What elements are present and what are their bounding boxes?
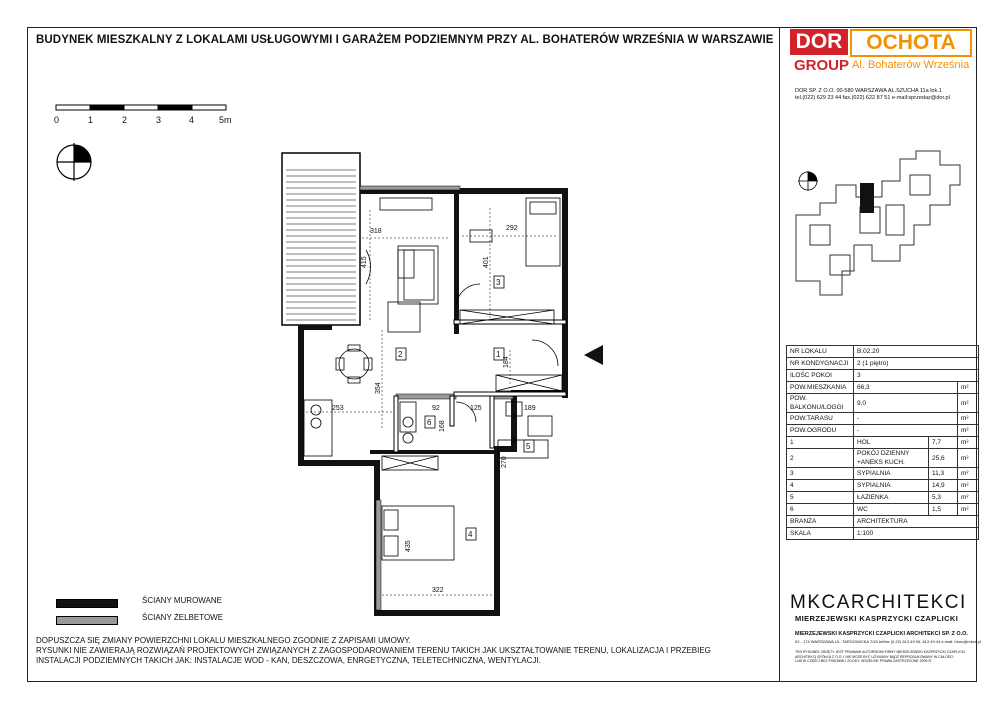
info-label: POW.MIESZKANIA xyxy=(787,382,854,394)
room-name: HOL xyxy=(854,437,929,449)
concrete-swatch xyxy=(56,616,118,625)
info-value: ARCHITEKTURA xyxy=(854,516,979,528)
info-label: SKALA xyxy=(787,528,854,540)
note-line: DOPUSZCZA SIĘ ZMIANY POWIERZCHNI LOKALU MIESZKALNEGO ZGODNIE Z ZAPISAMI UMOWY. xyxy=(36,636,411,645)
architect-logo: MKCARCHITEKCI xyxy=(790,592,967,613)
legend-concrete-label: ŚCIANY ŻELBETOWE xyxy=(142,613,224,622)
info-label: BRANŻA xyxy=(787,516,854,528)
room-no: 1 xyxy=(787,437,854,449)
info-label: NR LOKALU xyxy=(787,346,854,358)
company-contact xyxy=(795,88,950,102)
info-row xyxy=(787,413,979,425)
dimension-label: 354 xyxy=(375,382,382,394)
room-area: 14,9 xyxy=(929,480,958,492)
room-unit: m² xyxy=(958,437,979,449)
apartment-highlight xyxy=(860,183,874,213)
info-value: - xyxy=(854,425,958,437)
room-no: 3 xyxy=(787,468,854,480)
company-phone: tel.(022) 629 23 44 fax.(022) 622 87 51 e-mail:sprzedaz@dor.pl xyxy=(795,95,950,101)
room-unit: m² xyxy=(958,480,979,492)
architect-address: 02 - 174 WARSZAWA UL. TARGOWICKA 7/15 tel/fax (0-22) 613 49 06, 613 49 44 e-mail: biuro@mkca.pl xyxy=(795,639,982,644)
info-unit: m² xyxy=(958,425,979,437)
info-label: NR KONDYGNACJI xyxy=(787,358,854,370)
scale-bar xyxy=(55,104,240,112)
scale-label: 2 xyxy=(122,115,128,125)
legend-concrete xyxy=(56,613,356,627)
room-number-4: 4 xyxy=(468,530,473,539)
legend-masonry-label: ŚCIANY MUROWANE xyxy=(142,596,223,605)
legal-line: TEN RYSUNEK OBJĘTY JEST PRAWAMI AUTORSKIMI FIRMY MIERZEJEWSKI KASPRZYCKI CZAPLICKI xyxy=(795,650,965,654)
scale-label: 1 xyxy=(88,115,94,125)
info-value: 1:100 xyxy=(854,528,979,540)
info-row xyxy=(787,425,979,437)
logo-group: GROUP xyxy=(794,57,850,74)
room-no: 6 xyxy=(787,504,854,516)
scale-label: 3 xyxy=(156,115,162,125)
room-row xyxy=(787,449,979,468)
scale-label: 4 xyxy=(189,115,195,125)
room-name: ŁAZIENKA xyxy=(854,492,929,504)
dimension-label: 125 xyxy=(470,405,482,412)
info-row xyxy=(787,370,979,382)
key-plan xyxy=(790,145,970,305)
info-value: 66,3 xyxy=(854,382,958,394)
dimension-label: 435 xyxy=(405,540,412,552)
room-no: 4 xyxy=(787,480,854,492)
dimension-label: 253 xyxy=(332,405,344,412)
key-compass-icon xyxy=(798,171,818,191)
room-area: 1,5 xyxy=(929,504,958,516)
info-row xyxy=(787,528,979,540)
room-number-1: 1 xyxy=(496,350,501,359)
room-name: SYPIALNIA xyxy=(854,468,929,480)
architect-subtitle: MIERZEJEWSKI KASPRZYCKI CZAPLICKI xyxy=(795,614,959,623)
masonry-swatch xyxy=(56,599,118,608)
room-no: 5 xyxy=(787,492,854,504)
room-area: 5,3 xyxy=(929,492,958,504)
dimension-label: 292 xyxy=(506,225,518,232)
dimension-label: 401 xyxy=(483,256,490,268)
room-number-2: 2 xyxy=(398,350,403,359)
dimension-label: 184 xyxy=(503,356,510,368)
room-unit: m² xyxy=(958,492,979,504)
room-name: POKÓJ DZIENNY +ANEKS KUCH. xyxy=(854,449,929,468)
room-number-6: 6 xyxy=(427,418,432,427)
room-row xyxy=(787,492,979,504)
room-row xyxy=(787,437,979,449)
info-unit: m² xyxy=(958,382,979,394)
info-value: - xyxy=(854,413,958,425)
dimension-label: 415 xyxy=(361,256,368,268)
info-label: POW. BALKONU/LOGGI xyxy=(787,394,854,413)
dimension-label: 270 xyxy=(501,456,508,468)
info-row xyxy=(787,382,979,394)
company-address: DOR SP. Z O.O. 00-580 WARSZAWA AL.SZUCHA 11a lok.1 xyxy=(795,88,942,94)
room-number-3: 3 xyxy=(496,278,501,287)
balcony xyxy=(282,153,360,325)
logo-ochota: OCHOTA xyxy=(850,29,972,57)
floor-plan xyxy=(270,150,590,620)
room-name: WC xyxy=(854,504,929,516)
key-plan-outline xyxy=(796,151,960,295)
note-line: RYSUNKI NIE ZAWIERAJĄ ROZWIĄZAŃ PROJEKTOWYCH ZWIĄZANYCH Z ZAGOSPODAROWANIEM TERENU TAKICH JAK UKSZTAŁTOWANIE TERENU, LOKALIZACJA I PRZEBIEG xyxy=(36,646,711,655)
info-value: 2 (1 piętro) xyxy=(854,358,979,370)
room-no: 2 xyxy=(787,449,854,468)
room-area: 25,6 xyxy=(929,449,958,468)
architect-legal xyxy=(795,650,965,664)
developer-logo xyxy=(788,27,970,77)
info-unit: m² xyxy=(958,394,979,413)
room-unit: m² xyxy=(958,468,979,480)
info-label: ILOŚC POKOI xyxy=(787,370,854,382)
entrance-arrow-icon xyxy=(584,345,603,365)
info-unit: m² xyxy=(958,413,979,425)
info-value: 3 xyxy=(854,370,979,382)
room-name: SYPIALNIA xyxy=(854,480,929,492)
page-title: BUDYNEK MIESZKALNY Z LOKALAMI USŁUGOWYMI I GARAŻEM PODZIEMNYM PRZY AL. BOHATERÓW WRZEŚNIA W WARSZAWIE xyxy=(36,34,774,46)
legal-line: LUB W CZĘŚCI BEZ PISEMNEJ ZGODY. WSZELKIE PRAWA ZASTRZEŻONE 2009 R. xyxy=(795,659,932,663)
apartment-info-table xyxy=(786,345,979,540)
info-label: POW.TARASU xyxy=(787,413,854,425)
dimension-label: 168 xyxy=(439,420,446,432)
room-area: 11,3 xyxy=(929,468,958,480)
room-number-5: 5 xyxy=(526,442,531,451)
dimension-label: 322 xyxy=(432,587,444,594)
scale-label: 0 xyxy=(54,115,60,125)
legend-masonry xyxy=(56,596,356,610)
dimension-label: 318 xyxy=(370,228,382,235)
note-line: INSTALACJI PODZIEMNYCH TAKICH JAK: INSTALACJE WOD - KAN, DESZCZOWA, ENRGETYCZNA, TELETECHNICZNA, WENTYLACJI. xyxy=(36,656,541,665)
info-label: POW.OGRODU xyxy=(787,425,854,437)
info-value: 9,0 xyxy=(854,394,958,413)
room-area: 7,7 xyxy=(929,437,958,449)
notes xyxy=(36,636,711,666)
room-unit: m² xyxy=(958,449,979,468)
north-compass-icon xyxy=(54,142,98,186)
room-row xyxy=(787,468,979,480)
architect-firm: MIERZEJEWSKI KASPRZYCKI CZAPLICKI ARCHITEKCI SP. Z O.O. xyxy=(795,631,968,637)
room-unit: m² xyxy=(958,504,979,516)
legal-line: ARCHITEKCI SPÓŁKA Z O.O. I NIE MOŻE BYĆ UŻYWANY BĄDŹ REPRODUKOWANY W CAŁOŚCI xyxy=(795,654,954,659)
scale-label: 5m xyxy=(219,115,232,125)
logo-dor: DOR xyxy=(790,29,848,55)
dimension-label: 189 xyxy=(524,405,536,412)
info-value: B.02.20 xyxy=(854,346,979,358)
info-row xyxy=(787,358,979,370)
room-row xyxy=(787,480,979,492)
frame-divider xyxy=(779,27,780,682)
info-row xyxy=(787,394,979,413)
info-row xyxy=(787,516,979,528)
info-row xyxy=(787,346,979,358)
dimension-label: 92 xyxy=(432,405,440,412)
logo-street: Al. Bohaterów Września xyxy=(852,59,970,71)
room-row xyxy=(787,504,979,516)
